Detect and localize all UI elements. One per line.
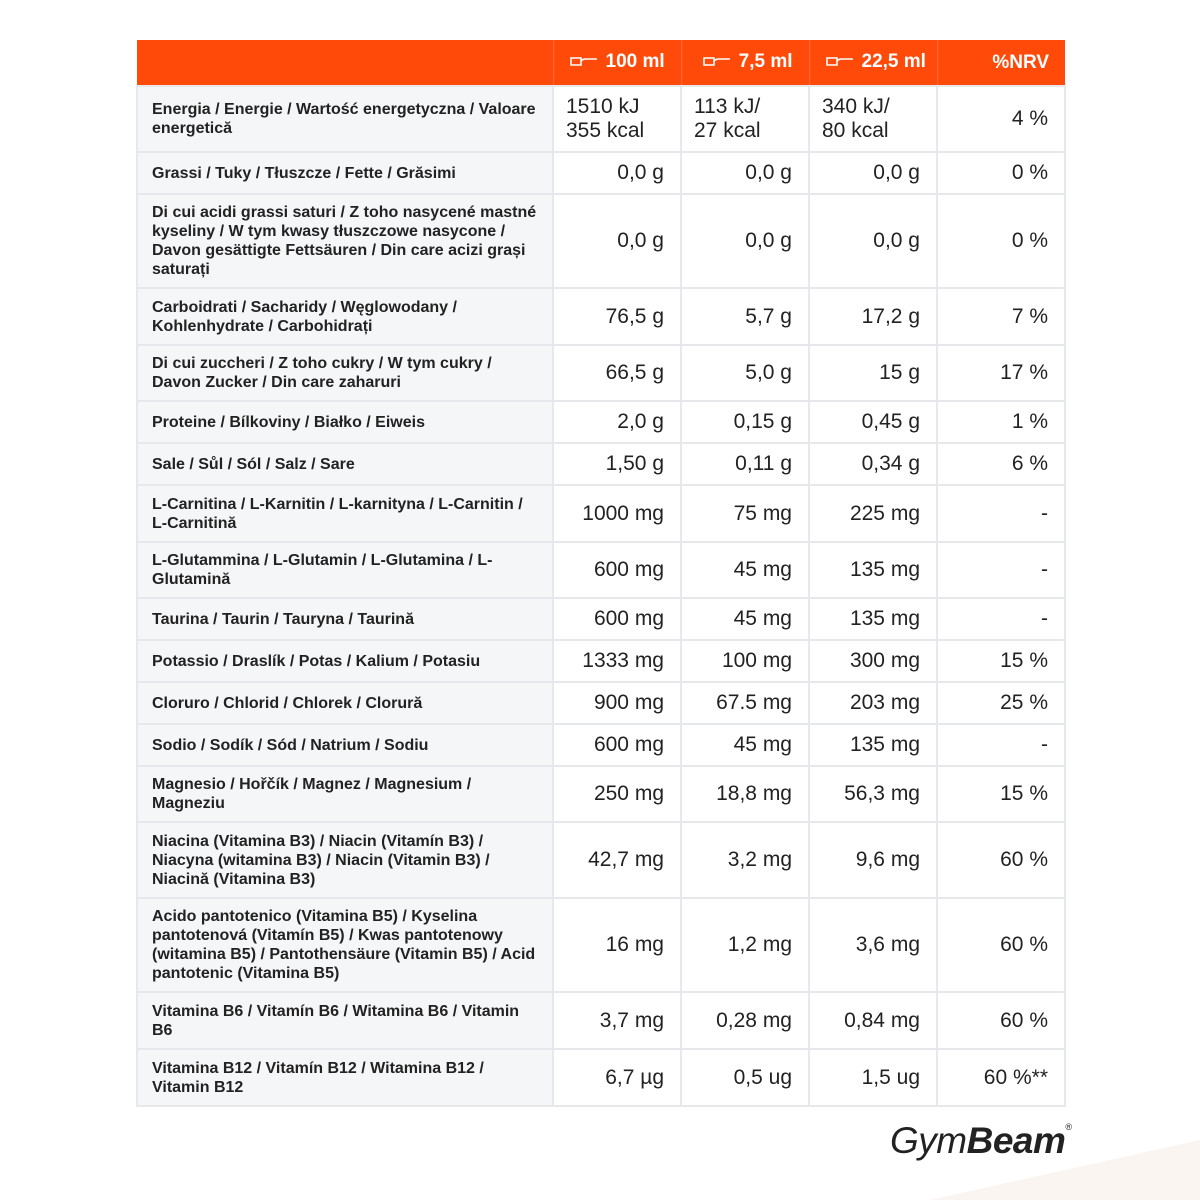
table-row [137,345,1065,401]
header-label: 100 ml [605,50,665,72]
value-nrv: 4 % [937,86,1065,152]
value-v7: 0,15 g [681,401,809,443]
value-v7: 100 mg [681,640,809,682]
nutrient-name: Sale / Sůl / Sól / Salz / Sare [137,443,553,485]
value-v100: 6,7 µg [553,1049,681,1106]
value-nrv: - [937,485,1065,542]
table-row [137,724,1065,766]
table-header-row [137,40,1065,86]
value-v7: 18,8 mg [681,766,809,822]
value-v100 [553,86,681,152]
value-v100: 3,7 mg [553,992,681,1049]
value-line: 355 kcal [566,119,645,142]
value-v100: 250 mg [553,766,681,822]
value-nrv: 15 % [937,766,1065,822]
value-v22: 0,34 g [809,443,937,485]
logo-registered-mark: ® [1065,1122,1072,1132]
value-line: 27 kcal [694,119,761,142]
value-v22: 1,5 ug [809,1049,937,1106]
table-row [137,86,1065,152]
header-label: 7,5 ml [738,50,793,72]
nutrient-name: Vitamina B6 / Vitamín B6 / Witamina B6 / Vitamin B6 [137,992,553,1049]
spoon-icon [570,55,598,69]
value-line: 80 kcal [822,119,889,142]
value-v7: 0,28 mg [681,992,809,1049]
value-v100: 600 mg [553,724,681,766]
value-v100: 42,7 mg [553,822,681,898]
header-col-7ml [681,40,809,86]
value-v22: 0,45 g [809,401,937,443]
value-v22: 135 mg [809,542,937,598]
nutrition-table [136,40,1066,1107]
value-v100: 900 mg [553,682,681,724]
table-row [137,898,1065,992]
value-v100: 0,0 g [553,194,681,288]
spoon-icon [703,55,731,69]
header-col-nrv [937,40,1065,86]
value-v22: 9,6 mg [809,822,937,898]
value-v100: 76,5 g [553,288,681,345]
value-v22: 17,2 g [809,288,937,345]
table-row [137,992,1065,1049]
table-row [137,485,1065,542]
logo-text-bold: Beam [966,1120,1066,1161]
nutrient-name: Cloruro / Chlorid / Chlorek / Clorură [137,682,553,724]
value-v7: 75 mg [681,485,809,542]
value-nrv: 7 % [937,288,1065,345]
table-row [137,640,1065,682]
table-row [137,194,1065,288]
value-nrv: 25 % [937,682,1065,724]
value-v100: 16 mg [553,898,681,992]
value-nrv: - [937,724,1065,766]
value-v7: 67.5 mg [681,682,809,724]
value-nrv: 15 % [937,640,1065,682]
value-nrv: 1 % [937,401,1065,443]
value-v22: 135 mg [809,598,937,640]
nutrition-table-container [136,40,1064,1107]
logo-text-light: Gym [890,1120,967,1161]
value-v7: 0,5 ug [681,1049,809,1106]
table-row [137,288,1065,345]
value-v7: 0,0 g [681,194,809,288]
value-v7: 45 mg [681,598,809,640]
value-v100: 2,0 g [553,401,681,443]
value-v7: 5,7 g [681,288,809,345]
table-row [137,401,1065,443]
header-col-22ml [809,40,937,86]
header-empty-cell [137,40,553,86]
value-v7: 0,11 g [681,443,809,485]
value-nrv: - [937,542,1065,598]
nutrient-name: Sodio / Sodík / Sód / Natrium / Sodiu [137,724,553,766]
value-nrv: 0 % [937,152,1065,194]
table-body [137,86,1065,1106]
nutrient-name: Taurina / Taurin / Tauryna / Taurină [137,598,553,640]
nutrient-name: Proteine / Bílkoviny / Białko / Eiweis [137,401,553,443]
value-v7: 45 mg [681,542,809,598]
value-v22: 0,0 g [809,194,937,288]
value-line: 113 kJ/ [694,95,761,118]
value-v100: 1000 mg [553,485,681,542]
value-v22: 300 mg [809,640,937,682]
nutrient-name: Di cui zuccheri / Z toho cukry / W tym cukry / Davon Zucker / Din care zaharuri [137,345,553,401]
value-v100: 1333 mg [553,640,681,682]
nutrient-name: L-Glutammina / L-Glutamin / L-Glutamina / L-Glutamină [137,542,553,598]
nutrient-name: Energia / Energie / Wartość energetyczna / Valoare energetică [137,86,553,152]
table-row [137,822,1065,898]
value-v7: 5,0 g [681,345,809,401]
nutrient-name: Acido pantotenico (Vitamina B5) / Kyselina pantotenová (Vitamín B5) / Kwas pantotenowy (witamina B5) / Pantothensäure (Vitamin B5) / Acid pantotenic (Vitamina B5) [137,898,553,992]
nutrient-name: Potassio / Draslík / Potas / Kalium / Potasiu [137,640,553,682]
value-line: 340 kJ/ [822,95,890,118]
value-v7: 1,2 mg [681,898,809,992]
value-v22: 135 mg [809,724,937,766]
value-v22: 0,0 g [809,152,937,194]
nutrient-name: Di cui acidi grassi saturi / Z toho nasycené mastné kyseliny / W tym kwasy tłuszczowe nasycone / Davon gesättigte Fettsäuren / Din care acizi grași saturați [137,194,553,288]
corner-decoration [930,1140,1200,1200]
header-label: %NRV [992,51,1049,73]
value-v22: 203 mg [809,682,937,724]
value-nrv: 60 %** [937,1049,1065,1106]
value-v22 [809,86,937,152]
value-v7: 3,2 mg [681,822,809,898]
value-v22: 15 g [809,345,937,401]
value-v100: 1,50 g [553,443,681,485]
nutrient-name: Niacina (Vitamina B3) / Niacin (Vitamín B3) / Niacyna (witamina B3) / Niacin (Vitamin B3) / Niacină (Vitamina B3) [137,822,553,898]
value-v100: 600 mg [553,598,681,640]
header-label: 22,5 ml [861,50,926,72]
value-line: 1510 kJ [566,95,640,118]
nutrient-name: L-Carnitina / L-Karnitin / L-karnityna / L-Carnitin / L-Carnitină [137,485,553,542]
value-nrv: 6 % [937,443,1065,485]
header-col-100ml [553,40,681,86]
value-v7 [681,86,809,152]
nutrient-name: Carboidrati / Sacharidy / Węglowodany / Kohlenhydrate / Carbohidrați [137,288,553,345]
table-row [137,766,1065,822]
value-v100: 66,5 g [553,345,681,401]
spoon-icon [826,55,854,69]
value-nrv: 17 % [937,345,1065,401]
value-nrv: 0 % [937,194,1065,288]
table-row [137,152,1065,194]
value-nrv: 60 % [937,992,1065,1049]
value-v22: 3,6 mg [809,898,937,992]
nutrient-name: Vitamina B12 / Vitamín B12 / Witamina B12 / Vitamin B12 [137,1049,553,1106]
table-row [137,1049,1065,1106]
value-nrv: 60 % [937,898,1065,992]
table-row [137,598,1065,640]
value-v100: 0,0 g [553,152,681,194]
nutrient-name: Grassi / Tuky / Tłuszcze / Fette / Grăsimi [137,152,553,194]
value-v7: 0,0 g [681,152,809,194]
value-nrv: 60 % [937,822,1065,898]
value-v22: 0,84 mg [809,992,937,1049]
value-v100: 600 mg [553,542,681,598]
table-row [137,542,1065,598]
table-row [137,443,1065,485]
value-v22: 56,3 mg [809,766,937,822]
value-v22: 225 mg [809,485,937,542]
value-v7: 45 mg [681,724,809,766]
nutrient-name: Magnesio / Hořčík / Magnez / Magnesium / Magneziu [137,766,553,822]
table-row [137,682,1065,724]
value-nrv: - [937,598,1065,640]
